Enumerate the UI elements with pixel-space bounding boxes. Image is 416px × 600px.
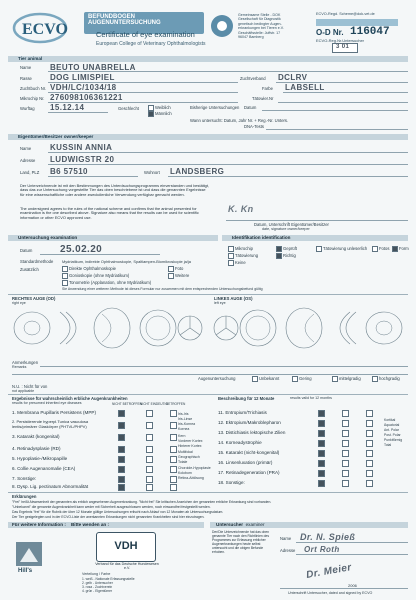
- photo-option[interactable]: Foto: [168, 266, 183, 272]
- color-label: Farbe: [262, 86, 273, 91]
- left-eye-en: left eye: [214, 301, 226, 305]
- dok-line: Gemeinsame Stelle - DOK: [238, 13, 281, 17]
- result-checkbox[interactable]: [342, 450, 349, 457]
- owner-city-line: [168, 176, 408, 177]
- cataract-right-option: Punktförmig: [384, 438, 403, 442]
- eyes-rule: [8, 294, 408, 295]
- od-number: 116047: [350, 26, 390, 38]
- dna-label: DNA-Tests: [244, 124, 265, 129]
- dok-line: Gesellschaft für Diagnostik: [238, 17, 281, 22]
- birth-label: Wurftag: [20, 106, 35, 111]
- owner-name-label: Name: [20, 146, 32, 151]
- remarks-en: Remarks: [12, 365, 27, 369]
- result-checkbox[interactable]: [318, 410, 325, 417]
- gonio-mild[interactable]: Gering: [292, 376, 312, 382]
- svg-text:ECVO: ECVO: [22, 21, 68, 38]
- result-checkbox[interactable]: [118, 422, 125, 429]
- id-tattoo-option[interactable]: Tätowierung: [228, 253, 258, 259]
- birth-line: [48, 112, 108, 113]
- birth-value: 15.12.14: [50, 103, 85, 112]
- disease-row-12m: 17. Retinadegeneration (PRA): [218, 470, 280, 475]
- zuchtverband-label: Zuchtverband: [240, 76, 266, 81]
- result-checkbox[interactable]: [342, 430, 349, 437]
- gonio-option[interactable]: Gonioskopie (ohne Mydriatikum): [62, 273, 129, 279]
- result-checkbox[interactable]: [342, 420, 349, 427]
- result-checkbox[interactable]: [118, 434, 125, 441]
- cataract-right-option: Ant. Polar: [384, 428, 399, 432]
- name-line: [48, 71, 408, 72]
- result-checkbox[interactable]: [146, 484, 153, 491]
- result-checkbox[interactable]: [342, 470, 349, 477]
- cataract-right-option: Äquatorial: [384, 423, 400, 427]
- tono-option[interactable]: Tonometrie (Applanation, ohne Mydriatikum): [62, 280, 151, 286]
- mpp-option: Iris-Linse: [178, 417, 193, 421]
- gonio-moderate[interactable]: mittelgradig: [332, 376, 361, 382]
- owner-signature-label: Datum, Unterschrift Eigentümer/Besitzer: [254, 222, 329, 227]
- date-label: Datum: [244, 105, 257, 110]
- distribution-label: Verteilung / Farbe: [82, 572, 111, 576]
- result-checkbox[interactable]: [170, 422, 177, 429]
- owner-address-label: Adresse: [20, 158, 36, 163]
- rd-option: Multifokal: [178, 450, 193, 454]
- result-checkbox[interactable]: [366, 460, 373, 467]
- explanation-1: "Frei" heißt Abwesenheit der genannten als erblich angesehenen Augenerkrankung. "Nicht frei" Sie kritischen Anzeichen der genannten erbliche Erkrankung sind vorhanden.: [12, 500, 272, 504]
- examiner-header: Untersucher examiner: [210, 522, 408, 528]
- studbook-label: Zuchtbuch Nr.: [20, 86, 47, 91]
- owner-address: LUDWIGSTR 20: [50, 155, 115, 164]
- result-checkbox[interactable]: [342, 480, 349, 487]
- result-checkbox[interactable]: [342, 410, 349, 417]
- vdh-logo: [96, 532, 156, 562]
- result-checkbox[interactable]: [318, 440, 325, 447]
- last-exam-label: Wann untersucht: Datum, Jahr Nr. + Reg.-Nr. Unters.: [190, 118, 289, 123]
- direct-ophth-option[interactable]: Direkte Ophthalmoskopie: [62, 266, 116, 272]
- right-eye-diagrams: [10, 304, 206, 356]
- breed-label: Rasse: [20, 76, 32, 81]
- id-microchip-option[interactable]: Mikrochip: [228, 246, 253, 252]
- dok-block: [238, 13, 284, 39]
- result-checkbox[interactable]: [118, 456, 125, 463]
- id-correct-option[interactable]: Richtig: [276, 253, 296, 259]
- web-label: ECVO-Regd. Scheme@dok-vet.de: [316, 12, 375, 16]
- ecvo-logo: [10, 10, 78, 44]
- additional-label: Zusätzlich: [20, 267, 39, 272]
- examiner-name-label: Name: [280, 536, 292, 541]
- year-label: 2006: [348, 583, 357, 588]
- dna-line: [266, 129, 408, 130]
- right-eye-label: RECHTES AUGE (OD): [12, 296, 56, 301]
- disease-row: 6. Collie Augenanomalie (CEA): [12, 466, 76, 471]
- color-value: LABSELL: [285, 83, 325, 92]
- na-label: N.U. : Nicht für von: [12, 384, 48, 389]
- standard-label: Standardmethode: [20, 259, 54, 264]
- signature-line: [280, 588, 408, 589]
- exam-date-line: [40, 254, 160, 255]
- owner-city-label: Wohnort: [144, 170, 160, 175]
- disease-row: 7. Sonstige:: [12, 476, 37, 481]
- disease-row: 2. Persistierende hyperpl.Tunica vasculosa lentis/primärer Glaskörper (PHTVL/PHPV): [12, 419, 89, 429]
- result-checkbox[interactable]: [342, 460, 349, 467]
- result-checkbox[interactable]: [146, 456, 153, 463]
- result-checkbox[interactable]: [118, 446, 125, 453]
- disease-row-12m: 18. Sonstige:: [218, 480, 245, 485]
- na-en: not applicable: [12, 389, 35, 393]
- gonio-unknown[interactable]: Unbekannt: [252, 376, 279, 382]
- right-eye-en: right eye: [12, 301, 26, 305]
- sex-label: Geschlecht: [118, 106, 139, 111]
- result-checkbox[interactable]: [366, 480, 373, 487]
- name-label: Name: [20, 65, 32, 70]
- owner-name-line: [48, 152, 408, 153]
- cataract-right-option: Total: [384, 443, 392, 447]
- owner-country-label: Land, PLZ: [20, 170, 40, 175]
- title-en: Certificate of eye examination: [96, 30, 195, 39]
- dok-line: erkrankungen bei Tieren e.V.: [238, 26, 284, 31]
- result-checkbox[interactable]: [366, 440, 373, 447]
- method-note: Sie Anwendung einer weiteren Methode ist dieses Formular nur zusammen mit dem entsprechenden Untersuchungsbefund gültig: [62, 287, 263, 291]
- result-checkbox[interactable]: [146, 434, 153, 441]
- sex-male[interactable]: Männlich: [148, 111, 172, 117]
- date-line: [262, 110, 408, 111]
- cataract-right-option: Kortikal: [384, 418, 396, 422]
- id-unreadable-option[interactable]: Tätowierung unleserlich: [316, 246, 367, 252]
- owner-country-line: [48, 176, 138, 177]
- col-header-unaffected: NICHT BETROFFEN: [112, 402, 142, 406]
- distribution-item: 2. gelb - Untersucher: [82, 581, 113, 585]
- distribution-item: 1. weiß - Nationale Erfassungsstelle: [82, 577, 135, 581]
- title-de: BEFUNDBOGEN AUGENUNTERSUCHUNG: [88, 14, 161, 26]
- reg-label: ECVO-Reg.Nr.Untersucher: [316, 38, 365, 43]
- owner-name: KUSSIN ANNIA: [50, 143, 113, 152]
- distribution-item: 4. grün - Eigentümer: [82, 589, 113, 593]
- disease-row: 8. Dysp. Lig. pectinatum Abnormalität: [12, 484, 89, 489]
- tattoo-label: Tätowier.Nr: [252, 96, 274, 101]
- owner-section-header: Eigentümer/Besitzer owner/keeper: [8, 134, 408, 140]
- title-en2: European College of Veterinary Ophthalmologists: [96, 41, 206, 47]
- result-checkbox[interactable]: [170, 456, 177, 463]
- examiner-address-label: Adresse: [280, 548, 296, 553]
- result-checkbox[interactable]: [366, 450, 373, 457]
- id-section-header: Identifikation identification: [222, 235, 408, 241]
- distribution-item: 3. rosa - Zuchtverein: [82, 585, 113, 589]
- previous-exams-label: Bisherige Untersuchungen: [190, 105, 240, 110]
- remarks-label: Anmerkungen: [12, 360, 39, 365]
- result-checkbox[interactable]: [170, 410, 177, 417]
- mpp-option: Iris-Kornea: [178, 422, 196, 426]
- col-header-equivocal: NICHT EINDEUTIG: [140, 402, 168, 406]
- standard-text: Mydriatikum, indirekte Ophthalmoskopie, Spaltlampen-Biomikroskopie ja/ja: [62, 259, 191, 264]
- id-checked-option[interactable]: Geprüft: [276, 246, 297, 252]
- hereditary-rule: [8, 394, 408, 395]
- cea-option: Kolobom: [178, 471, 192, 475]
- explanation-3: Das Ergebnis "frei" für die Rubrik der über 12 Monate gültige Untersuchungen erlischt nach Ablauf von 12 Monaten ab Untersuchungsdatum.: [12, 510, 224, 514]
- od-label: O-D Nr.: [316, 28, 344, 37]
- vdh-subtitle: Verband für das Deutsche Hundewesen e.V.: [95, 562, 159, 570]
- result-checkbox[interactable]: [366, 430, 373, 437]
- result-checkbox[interactable]: [366, 470, 373, 477]
- result-checkbox[interactable]: [146, 410, 153, 417]
- gonio-label: Augenuntersuchung: [198, 376, 236, 381]
- examiner-statement: Der/Die Unterzeichnende hat das oben genannte Tier nach den Richtlinien des Programmes zur Erfassung erblicher Augenerkrankungen heute selbst untersucht und die obigen Befunde erhoben.: [212, 530, 270, 554]
- examiner-name: Dr. N. Spieß: [300, 532, 356, 542]
- remarks-line-2: [12, 374, 408, 375]
- disease-row-12m: 12. Ektropium/Makroblepharon: [218, 420, 281, 425]
- result-checkbox[interactable]: [118, 476, 125, 483]
- cea-option: Retina-Ablösung: [178, 476, 204, 480]
- sex-female[interactable]: Weiblich: [148, 105, 171, 111]
- remarks-line: [40, 366, 408, 367]
- result-checkbox[interactable]: [170, 446, 177, 453]
- disease-row-12m: 16. Linsenluxation (primär): [218, 460, 273, 465]
- hills-text: Hill's: [18, 568, 33, 574]
- ecvo-signature-label: Unterschrift Untersucher, dated and signed by ECVO: [288, 591, 373, 595]
- exam-date-label: Datum: [20, 248, 33, 253]
- reg-box: [332, 43, 358, 53]
- animal-name: BEUTO UNABRELLA: [50, 63, 136, 72]
- zuchtverband-value: DCLRV: [278, 73, 308, 82]
- result-checkbox[interactable]: [318, 430, 325, 437]
- result-checkbox[interactable]: [342, 440, 349, 447]
- gonio-severe[interactable]: hochgradig: [372, 376, 400, 382]
- disease-row: 5. Hypoplasie-/Mikropapille: [12, 456, 68, 461]
- owner-city: LANDSBERG: [170, 167, 225, 176]
- cataract-option: Kern: [178, 434, 186, 438]
- result-checkbox[interactable]: [146, 422, 153, 429]
- vdh-text: VDH: [114, 540, 138, 552]
- examiner-signature: Dr. Meier: [305, 562, 353, 581]
- dok-line: genetisch bedingter Augen-: [238, 21, 282, 26]
- left-eye-diagrams: [210, 304, 406, 356]
- left-eye-label: LINKES AUGE (OS): [214, 296, 253, 301]
- cataract-option: Vorderer Kortex: [178, 439, 203, 443]
- explanation-2: "Unbekannt" die genannte Augenkrankheit kann weder mit Sicherheit ausgeschlossen werden, noch einwandfrei festgestellt werden.: [12, 505, 211, 509]
- microchip-value: 276098106361221: [50, 93, 123, 102]
- id-photos-option[interactable]: Fotos: [372, 246, 389, 252]
- cea-option: Choroide-Hypoplasie: [178, 466, 211, 470]
- disease-row: 4. Retinadysplasie (RD): [12, 446, 61, 451]
- result-checkbox[interactable]: [146, 446, 153, 453]
- result-checkbox[interactable]: [118, 410, 125, 417]
- left-table-title: Ergebnisse für wahrscheinlich erbliche Augenkrankheiten: [12, 396, 128, 401]
- breed-value: DOG LIMISPIEL: [50, 73, 115, 82]
- explanation-4: Der Tier gestgelegten und in der ECVO-Liste der anerkannten Erkrankungen nicht genannten Krankheiten sind hier einzutragen.: [12, 515, 205, 519]
- col-header-affected: BETROFFEN: [166, 402, 186, 406]
- disease-row-12m: 14. Korneadystrophie: [218, 440, 262, 445]
- disease-row: 1. Membrana Pupillaris Persistens (MPP): [12, 410, 96, 415]
- disease-row-12m: 13. Distichiasis /ektopische Zilien: [218, 430, 286, 435]
- dok-logo: [210, 14, 234, 38]
- reg-number: 3 01: [336, 44, 350, 50]
- mpp-option: Iris-Iris: [178, 412, 189, 416]
- result-checkbox[interactable]: [118, 466, 125, 473]
- left-table-title-en: results for presumed inherited eye diseases: [12, 401, 82, 405]
- result-checkbox[interactable]: [366, 410, 373, 417]
- right-table-title-en: results valid for 12 months: [290, 396, 332, 400]
- disease-row-12m: 15. Katarakt (nicht-kongenital): [218, 450, 280, 455]
- result-checkbox[interactable]: [170, 484, 177, 491]
- right-table-title: Beschreibung für 12 Monate: [218, 396, 275, 401]
- exam-date: 25.02.20: [60, 244, 103, 255]
- studbook-value: VDH/LC/1034/18: [50, 83, 117, 92]
- result-checkbox[interactable]: [170, 466, 177, 473]
- mpp-option: Kornea: [178, 427, 190, 431]
- exam-section-header: Untersuchung examination: [8, 235, 218, 241]
- result-checkbox[interactable]: [146, 476, 153, 483]
- result-checkbox[interactable]: [118, 484, 125, 491]
- id-none-option[interactable]: Keine: [228, 260, 246, 266]
- examiner-address-line: [296, 554, 408, 555]
- address-line: 96047 Bamberg: [238, 35, 264, 40]
- rd-option: Totale: [178, 460, 188, 464]
- result-checkbox[interactable]: [318, 420, 325, 427]
- examiner-name-line: [296, 542, 408, 543]
- more-option[interactable]: Weitere: [168, 273, 189, 279]
- result-checkbox[interactable]: [318, 450, 325, 457]
- id-form-option[interactable]: Form: [392, 246, 409, 252]
- color-line: [283, 92, 408, 93]
- result-checkbox[interactable]: [146, 466, 153, 473]
- disease-row-12m: 11. Entropium/Trichiasis: [218, 410, 267, 415]
- owner-signature-line: [226, 220, 408, 221]
- result-checkbox[interactable]: [318, 460, 325, 467]
- owner-signature-en: date, signature owner/keeper: [262, 227, 310, 231]
- tattoo-line: [278, 102, 408, 103]
- owner-address-line: [48, 164, 408, 165]
- address-line: Geschäftsstelle: Juffstr. 17: [238, 30, 281, 35]
- result-checkbox[interactable]: [170, 476, 177, 483]
- owner-signature-scribble: K. Kn: [228, 204, 254, 214]
- owner-statement-en: The undersigned agrees to the rules of the national scheme and confirms that the animal presented for examination is the one described above. Signature also means that the results can be used for scientific information or other ECVO approved use.: [20, 206, 199, 220]
- examiner-address: Ort Roth: [304, 545, 340, 554]
- logo-strip: [316, 19, 398, 26]
- explanations-label: Erklärungen: [12, 494, 37, 499]
- result-checkbox[interactable]: [366, 420, 373, 427]
- result-checkbox[interactable]: [170, 434, 177, 441]
- disease-row: 3. Katarakt (kongenital): [12, 434, 60, 439]
- microchip-label: Mikrochip Nr.: [20, 96, 45, 101]
- animal-section-header: Tier animal: [8, 56, 408, 62]
- result-checkbox[interactable]: [318, 480, 325, 487]
- result-checkbox[interactable]: [318, 470, 325, 477]
- cataract-option: Hinterer Kortex: [178, 444, 202, 448]
- cataract-right-option: Post. Polar: [384, 433, 401, 437]
- owner-country: B6 57510: [50, 167, 88, 176]
- info-header: Für weitere Information : Bitte wenden an :: [8, 522, 204, 528]
- owner-statement-de: Der Unterzeichnende ist mit den Bestimmungen des Unterdsuchungsprogramms einverstanden und bestätigt, dass das zur Untersuchung vorgestellte Tier das oben beschriebene ist und dass die genannten Ergebnisse für eine wissenschaftliche oder andere zweckdienliche Verwendung verfügbar gemacht werden.: [20, 183, 210, 197]
- rd-option: Geographisch: [178, 455, 200, 459]
- explanations-rule: [8, 492, 408, 493]
